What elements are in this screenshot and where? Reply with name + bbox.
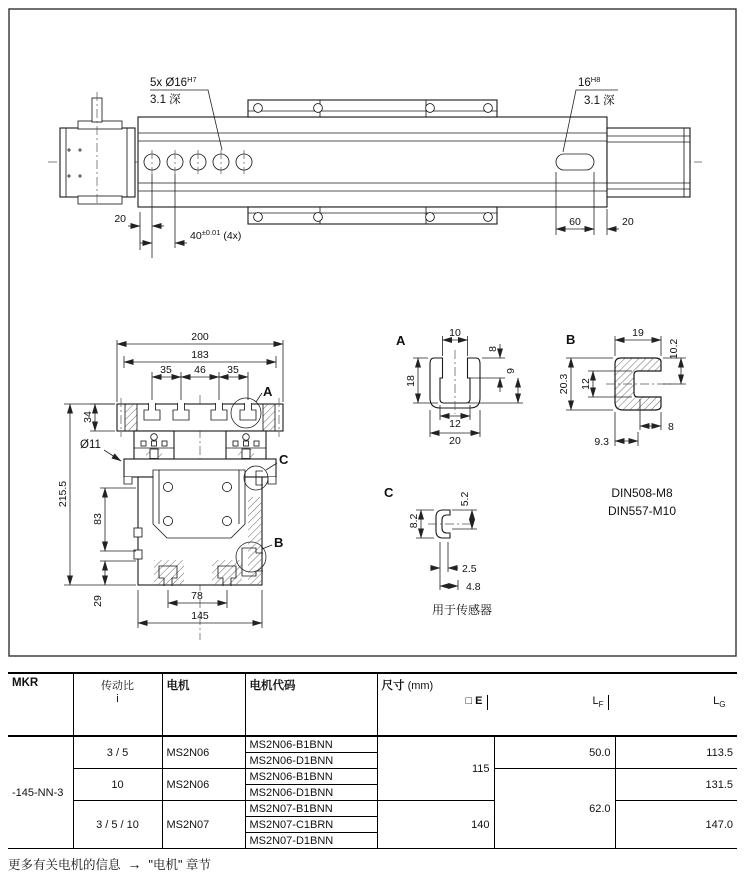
- svg-text:2.5: 2.5: [462, 563, 477, 575]
- header-lg: $L_G$: [608, 695, 730, 710]
- motor-value: MS2N06: [162, 769, 245, 801]
- cross-section-view: [57, 331, 289, 640]
- svg-text:3.1 深: 3.1 深: [584, 95, 615, 107]
- svg-text:20: 20: [622, 216, 634, 228]
- motor-code: MS2N07-C1BRN: [245, 817, 377, 833]
- keyway-slot: [556, 154, 594, 170]
- detail-b-marker: B: [274, 535, 284, 550]
- lg-value: 131.5: [615, 769, 737, 801]
- svg-text:5.2: 5.2: [459, 491, 471, 507]
- motor-code: MS2N06-D1BNN: [245, 753, 377, 769]
- frame-body: [124, 459, 276, 586]
- ratio-value: 3 / 5: [73, 736, 162, 769]
- ratio-value: 10: [73, 769, 162, 801]
- svg-text:34: 34: [82, 411, 94, 423]
- header-lf: $L_F$: [487, 695, 608, 710]
- spec-table: [8, 672, 737, 849]
- svg-text:215.5: 215.5: [57, 480, 69, 508]
- mkr-value: -145-NN-3: [8, 736, 73, 849]
- motor-code: MS2N06-B1BNN: [245, 736, 377, 753]
- svg-text:4.8: 4.8: [466, 581, 481, 593]
- svg-text:12: 12: [580, 378, 592, 390]
- svg-text:5x Ø16H7: 5x $Ø16^{H7}$: [150, 75, 197, 89]
- end-block: [607, 128, 690, 197]
- svg-text:C: C: [384, 485, 394, 500]
- footer-note: [8, 855, 211, 873]
- motor-code: MS2N07-B1BNN: [245, 801, 377, 817]
- svg-text:20: 20: [449, 435, 461, 447]
- svg-text:183: 183: [191, 349, 209, 361]
- lg-value: 113.5: [615, 736, 737, 769]
- header-dimensions: 尺寸 (mm) □ E $L_F$ $L_G$: [377, 673, 737, 736]
- header-motor-code: 电机代码: [245, 673, 377, 736]
- svg-text:60: 60: [569, 216, 581, 228]
- table-row: [8, 769, 737, 785]
- profile-a: [430, 358, 480, 408]
- svg-text:29: 29: [92, 595, 104, 607]
- side-slot: [134, 528, 142, 537]
- footer-text: 更多有关电机的信息: [8, 858, 121, 872]
- guide-carriage-right: [226, 431, 266, 459]
- header-motor: 电机: [162, 673, 245, 736]
- right-arrow-icon: →: [127, 856, 142, 872]
- svg-text:9: 9: [505, 368, 517, 374]
- svg-text:20.3: 20.3: [558, 373, 570, 395]
- motor-value: MS2N07: [162, 801, 245, 849]
- table-row: [8, 801, 737, 817]
- svg-text:8: 8: [487, 346, 499, 352]
- svg-text:16H8: $16^{H8}$: [578, 75, 601, 89]
- motor-code: MS2N07-D1BNN: [245, 833, 377, 849]
- svg-text:10.2: 10.2: [668, 338, 680, 360]
- svg-text:8.2: 8.2: [408, 513, 420, 529]
- ratio-value: 3 / 5 / 10: [73, 801, 162, 849]
- lg-value: 147.0: [615, 801, 737, 849]
- detail-a-marker: A: [263, 384, 273, 399]
- svg-text:46: 46: [194, 364, 206, 376]
- din-note-line2: DIN557-M10: [607, 504, 677, 518]
- svg-text:B: B: [566, 332, 576, 347]
- motor-code: MS2N06-D1BNN: [245, 785, 377, 801]
- profile-b: [615, 358, 661, 410]
- top-view: [48, 75, 702, 258]
- svg-text:12: 12: [449, 418, 461, 430]
- rail-body: [138, 117, 607, 207]
- motor-code: MS2N06-B1BNN: [245, 769, 377, 785]
- svg-text:8: 8: [668, 421, 674, 433]
- svg-text:10: 10: [449, 327, 461, 339]
- svg-text:3.1 深: 3.1 深: [150, 94, 181, 106]
- svg-text:145: 145: [191, 610, 209, 622]
- svg-text:19: 19: [632, 327, 644, 339]
- e-value: 115: [377, 736, 494, 801]
- svg-text:200: 200: [191, 331, 209, 343]
- svg-text:83: 83: [92, 513, 104, 525]
- footer-chapter: "电机" 章节: [148, 858, 211, 872]
- header-mkr: MKR: [8, 673, 73, 736]
- din-note-line1: DIN508-M8: [611, 486, 673, 500]
- motor-value: MS2N06: [162, 736, 245, 769]
- svg-text:20: 20: [114, 213, 126, 225]
- header-ratio: 传动比 i: [73, 673, 162, 736]
- svg-text:Ø11: Ø11: [80, 439, 101, 451]
- table-row: [8, 736, 737, 753]
- guide-carriage-left: [134, 431, 174, 459]
- lf-value: 62.0: [494, 769, 615, 849]
- svg-text:40±0.01 (4x): $40^{\pm 0.01}$ (4x): [190, 228, 242, 242]
- svg-text:9.3: 9.3: [594, 436, 609, 448]
- carriage-plate-bottom: [248, 207, 497, 224]
- detail-c: [384, 485, 492, 617]
- motor: [60, 92, 135, 205]
- svg-text:18: 18: [405, 375, 417, 387]
- header-e: □ E: [465, 695, 483, 707]
- header-row: [8, 673, 737, 736]
- detail-b: [558, 327, 686, 518]
- carriage-plate-top: [248, 100, 497, 117]
- lf-value: 50.0: [494, 736, 615, 769]
- detail-a: [396, 327, 523, 447]
- svg-text:35: 35: [227, 364, 239, 376]
- svg-text:78: 78: [191, 590, 203, 602]
- svg-text:A: A: [396, 333, 406, 348]
- svg-text:35: 35: [160, 364, 172, 376]
- belt-cavity: [153, 470, 245, 538]
- e-value: 140: [377, 801, 494, 849]
- detail-c-marker: C: [279, 452, 289, 467]
- sensor-caption: 用于传感器: [432, 603, 493, 617]
